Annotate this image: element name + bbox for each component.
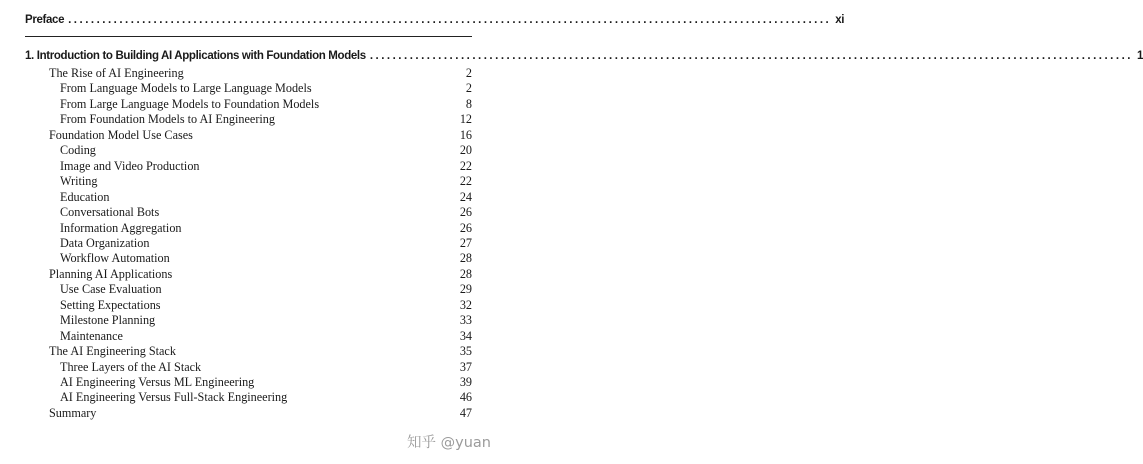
toc-subsection-row	[60, 298, 472, 313]
toc-entry-title: From Large Language Models to Foundation Models	[60, 96, 320, 111]
toc-entry-title: Conversational Bots	[60, 205, 160, 220]
toc-entry-title: Education	[60, 189, 110, 204]
dot-leader: ......................................................................................................................................	[68, 14, 832, 26]
toc-chapter-row	[25, 50, 1143, 62]
toc-subsection-row	[60, 390, 472, 405]
toc-subsection-row	[60, 251, 472, 266]
toc-entry-page: 22	[459, 158, 472, 173]
toc-entry-page: 12	[459, 112, 472, 127]
toc-section-row	[49, 344, 472, 359]
toc-entry-title: Writing	[60, 174, 98, 189]
toc-subsection-row	[60, 375, 472, 390]
toc-preface-row	[25, 14, 845, 26]
toc-subsection-row	[60, 174, 472, 189]
toc-section-row	[49, 406, 472, 421]
toc-entry-page: 16	[459, 127, 472, 142]
toc-entry-page: 2	[465, 66, 472, 80]
toc-entry-title: Summary	[49, 405, 97, 420]
toc-subsection-row	[60, 190, 472, 205]
divider-rule	[25, 36, 472, 37]
toc-preface-page: xi	[835, 14, 845, 26]
toc-subsection-row	[60, 221, 472, 236]
toc-subsection-row	[60, 97, 472, 112]
toc-entry-title: Planning AI Applications	[49, 266, 173, 281]
toc-entry-page: 32	[459, 297, 472, 312]
toc-entry-page: 26	[459, 205, 472, 220]
toc-entry-title: AI Engineering Versus Full-Stack Engineering	[60, 390, 288, 405]
toc-subsection-row	[60, 112, 472, 127]
watermark: 知乎 @yuan	[407, 435, 491, 451]
toc-section-row	[49, 267, 472, 282]
toc-subsection-row	[60, 360, 472, 375]
toc-entry-title: Information Aggregation	[60, 220, 182, 235]
dot-leader: ......................................................................................................................................	[369, 50, 1133, 62]
toc-entry-page: 47	[459, 405, 472, 420]
toc-entry-page: 37	[459, 359, 472, 374]
toc-entry-page: 39	[459, 375, 472, 389]
toc-entry-page: 2	[465, 81, 472, 96]
toc-entry-title: The Rise of AI Engineering	[49, 66, 184, 80]
toc-chapter-page: 1	[1136, 50, 1143, 62]
toc-entry-page: 28	[459, 251, 472, 266]
toc-entry-title: The AI Engineering Stack	[49, 344, 176, 359]
toc-entry-title: Coding	[60, 143, 96, 158]
toc-entry-page: 22	[459, 174, 472, 189]
toc-subsection-row	[60, 329, 472, 344]
toc-entry-title: Data Organization	[60, 235, 150, 250]
toc-entry-title: Maintenance	[60, 328, 123, 343]
toc-subsection-row	[60, 282, 472, 297]
toc-section-row	[49, 66, 472, 81]
toc-entry-title: Workflow Automation	[60, 251, 170, 266]
toc-entry-title: Image and Video Production	[60, 158, 200, 173]
toc-entry-title: From Language Models to Large Language Models	[60, 81, 312, 96]
toc-entry-page: 27	[459, 235, 472, 250]
toc-entry-title: Foundation Model Use Cases	[49, 127, 193, 142]
toc-entry-title: Use Case Evaluation	[60, 282, 162, 297]
toc-entry-title: From Foundation Models to AI Engineering	[60, 112, 275, 127]
toc-subsection-row	[60, 205, 472, 220]
toc-section-row	[49, 128, 472, 143]
toc-entry-page: 29	[459, 282, 472, 297]
toc-preface-title: Preface	[25, 14, 65, 26]
toc-entry-page: 8	[465, 96, 472, 111]
toc-entry-page: 24	[459, 189, 472, 204]
toc-subsection-row	[60, 81, 472, 96]
toc-entry-page: 35	[459, 344, 472, 359]
toc-entry-title: Setting Expectations	[60, 297, 161, 312]
toc-subsection-row	[60, 313, 472, 328]
toc-subsection-row	[60, 159, 472, 174]
toc-entry-title: Three Layers of the AI Stack	[60, 359, 202, 374]
toc-entry-page: 33	[459, 313, 472, 328]
toc-entry-page: 46	[459, 390, 472, 405]
toc-entry-title: AI Engineering Versus ML Engineering	[60, 375, 255, 389]
toc-subsection-row	[60, 143, 472, 158]
toc-entry-page: 34	[459, 328, 472, 343]
toc-entry-title: Milestone Planning	[60, 313, 156, 328]
toc-entry-page: 28	[459, 266, 472, 281]
toc-subsection-row	[60, 236, 472, 251]
toc-entry-page: 26	[459, 220, 472, 235]
toc-entry-page: 20	[459, 143, 472, 158]
toc-chapter-title: 1. Introduction to Building AI Applications with Foundation Models	[25, 50, 366, 62]
